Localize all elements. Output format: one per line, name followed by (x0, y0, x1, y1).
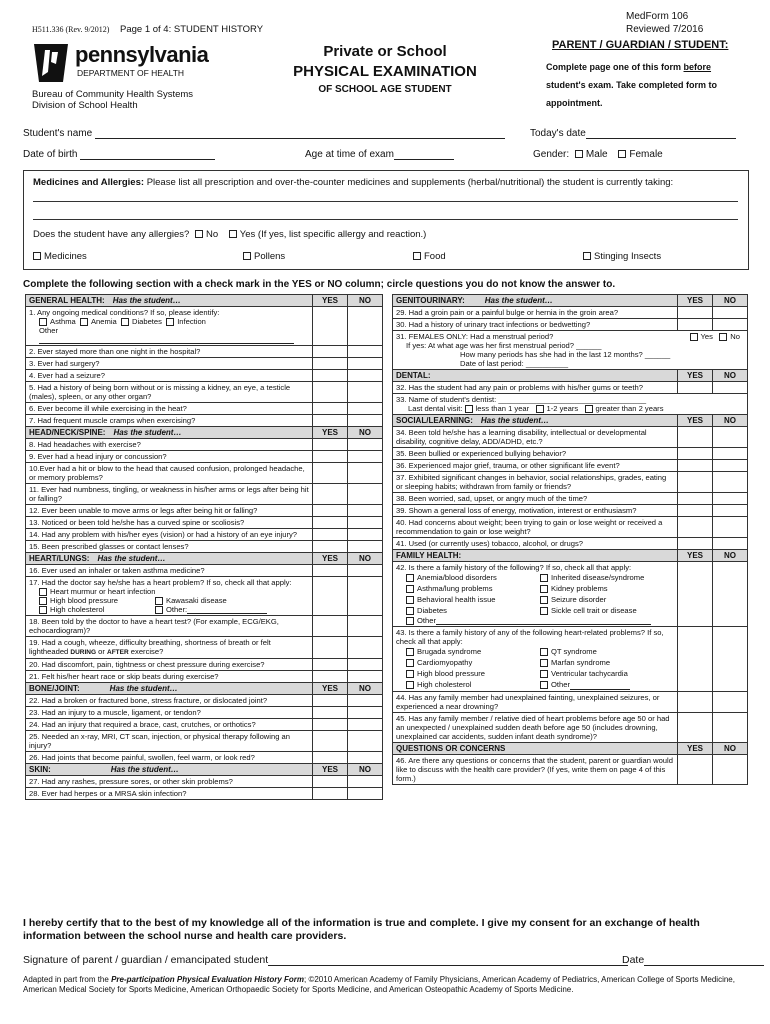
asthma-checkbox[interactable] (39, 318, 47, 326)
text-label: 38. Been worried, sad, upset, or angry much of the time? (393, 493, 678, 505)
text-label: NO (348, 553, 383, 565)
text-label: GENERAL HEALTH: (29, 296, 105, 305)
high-bp-checkbox[interactable] (39, 597, 47, 605)
vtach-checkbox[interactable] (540, 670, 548, 678)
question-row (393, 331, 748, 370)
heart-murmur-checkbox[interactable] (39, 588, 47, 596)
text-label: SKIN: (29, 765, 51, 774)
text-label: 40. Had concerns about weight; been trying to gain or lose weight or received a recommendation to gain or lose weight? (393, 517, 678, 538)
text-label: 2. Ever stayed more than one night in the hospital? (26, 346, 313, 358)
question-row (393, 472, 748, 493)
text-label: Male (585, 149, 608, 160)
text-label: Asthma/lung problems (417, 584, 493, 593)
high-bp-family-checkbox[interactable] (406, 670, 414, 678)
text-label: 35. Been bullied or experienced bullying behavior? (393, 448, 678, 460)
text-label: Other (39, 326, 58, 335)
text-label: Has the student… (480, 416, 549, 425)
text-label: GENITOURINARY: (396, 296, 465, 305)
text-label: exercise? (128, 647, 164, 656)
text-label: NO (713, 550, 748, 562)
question-row (393, 627, 748, 692)
text-label: 45. Has any family member / relative died of heart problems before age 50 or had an unexpected / unexplained sudden death before age 50 (includes drowning, unexplained car accidents, sudden infant death syndrome)? (393, 713, 678, 743)
text-label: 21. Felt his/her heart race or skip beats during exercise? (26, 671, 313, 683)
medicines-line-1[interactable] (33, 201, 738, 202)
dob-field[interactable] (23, 149, 215, 160)
dental-header: DENTAL: (393, 370, 678, 382)
allergy-yes-checkbox[interactable] (229, 230, 237, 238)
question-row (26, 752, 383, 764)
question-row (393, 505, 748, 517)
inherited-checkbox[interactable] (540, 574, 548, 582)
diabetes-checkbox[interactable] (121, 318, 129, 326)
text-label: Marfan syndrome (551, 658, 611, 667)
text-label: Yes (If yes, list specific allergy and reaction.) (239, 229, 427, 240)
text-label: 20. Had discomfort, pain, tightness or chest pressure during exercise? (26, 659, 313, 671)
text-label: How many periods has she had in the last 12 months? ______ (460, 350, 671, 359)
question-row (393, 460, 748, 472)
text-label: YES (313, 683, 348, 695)
text-label: Medicines and Allergies: (33, 177, 145, 188)
menstrual-no-checkbox[interactable] (719, 333, 727, 341)
text-label: Today's date (530, 128, 586, 139)
text-label: YES (313, 764, 348, 776)
text-label: Sickle cell trait or disease (551, 606, 637, 615)
page-label: Page 1 of 4: STUDENT HISTORY (120, 24, 264, 35)
question-row (393, 538, 748, 550)
department-name: DEPARTMENT OF HEALTH (77, 68, 185, 78)
heart-other-checkbox[interactable] (155, 606, 163, 614)
behavioral-checkbox[interactable] (406, 596, 414, 604)
text-label: No (205, 229, 219, 240)
question-row (26, 382, 383, 403)
text-label: Inherited disease/syndrome (551, 573, 645, 582)
question-row (26, 616, 383, 637)
text-label: 4. Ever had a seizure? (26, 370, 313, 382)
text-label: Other (417, 616, 436, 625)
text-label: 31. FEMALES ONLY: Had a menstrual period? (396, 332, 554, 341)
question-row (393, 448, 748, 460)
text-label: QT syndrome (551, 647, 597, 656)
text-label: 44. Has any family member had unexplained fainting, unexplained seizures, or experienced a near drowning? (393, 692, 678, 713)
medicines-line-2[interactable] (33, 219, 738, 220)
text-label: Has the student… (109, 684, 178, 693)
text-label: Medicines (44, 251, 87, 262)
kawasaki-checkbox[interactable] (155, 597, 163, 605)
text-label: Heart murmur or heart infection (50, 587, 156, 596)
text-label: Has the student… (484, 296, 553, 305)
question-row (393, 755, 748, 785)
question-row (26, 403, 383, 415)
logo-wordmark: pennsylvania (75, 42, 209, 67)
text-label: Last dental visit: (408, 404, 463, 413)
heart-family-other-checkbox[interactable] (540, 681, 548, 689)
kidney-checkbox[interactable] (540, 585, 548, 593)
parent-instructions (546, 58, 751, 112)
text-label: NO (348, 295, 383, 307)
bureau-name: Bureau of Community Health Systems (32, 89, 194, 100)
text-label: 16. Ever used an inhaler or taken asthma medicine? (26, 565, 313, 577)
text-label: Asthma (50, 317, 76, 326)
pa-keystone-logo (30, 42, 72, 84)
text-label: 15. Been prescribed glasses or contact lenses? (26, 541, 313, 553)
parent-title: PARENT / GUARDIAN / STUDENT: (552, 39, 729, 51)
yes-cell[interactable] (313, 307, 348, 346)
question-row (26, 719, 383, 731)
text-label: 36. Experienced major grief, trauma, or other significant life event? (393, 460, 678, 472)
text-label: 7. Had frequent muscle cramps when exercising? (26, 415, 313, 427)
text-label: 6. Ever become ill while exercising in the heat? (26, 403, 313, 415)
menstrual-yes-checkbox[interactable] (690, 333, 698, 341)
text-label: 39. Shown a general loss of energy, motivation, interest or enthusiasm? (393, 505, 678, 517)
text-label: Stinging Insects (594, 251, 662, 262)
text-label: 32. Has the student had any pain or problems with his/her gums or teeth? (393, 382, 678, 394)
text-label: less than 1 year (475, 404, 530, 413)
text-label: NO (713, 743, 748, 755)
text-label: Please list all prescription and over-the-counter medicines and supplements (herbal/nutritional) the student is currently taking: (146, 177, 674, 188)
section-instruction: Complete the following section with a check mark in the YES or NO column; circle questions you do not know the answer to. (23, 279, 616, 290)
marfan-checkbox[interactable] (540, 659, 548, 667)
text-label: Food (424, 251, 446, 262)
question-row (26, 776, 383, 788)
text-label: before (683, 62, 712, 72)
allergy-pollens-checkbox[interactable] (243, 252, 251, 260)
todays-date-field[interactable] (530, 128, 736, 139)
signature-field[interactable] (23, 954, 628, 966)
text-label: Date of birth (23, 149, 78, 160)
text-label: 12. Ever been unable to move arms or legs after being hit or falling? (26, 505, 313, 517)
text-label: 1-2 years (546, 404, 579, 413)
question-row (26, 788, 383, 800)
text-label: Adapted in part from the (23, 975, 112, 984)
text-label: YES (678, 415, 713, 427)
question-row (26, 505, 383, 517)
text-label: Has the student… (110, 765, 179, 774)
text-label: High blood pressure (417, 669, 485, 678)
question-row (26, 671, 383, 683)
question-row (393, 713, 748, 743)
text-label: No (730, 332, 740, 341)
head-neck-spine-header (26, 427, 313, 439)
question-row (26, 370, 383, 382)
question-row (26, 695, 383, 707)
division-name: Division of School Health (32, 100, 138, 111)
text-label: 30. Had a history of urinary tract infections or bedwetting? (393, 319, 678, 331)
text-label: SOCIAL/LEARNING: (396, 416, 473, 425)
text-label: Anemia/blood disorders (417, 573, 497, 582)
text-label: Kidney problems (551, 584, 608, 593)
text-label: 8. Had headaches with exercise? (26, 439, 313, 451)
question-row (393, 692, 748, 713)
text-label: NO (348, 764, 383, 776)
text-label: Yes (700, 332, 713, 341)
text-label: Date (622, 954, 645, 966)
text-label: Diabetes (417, 606, 447, 615)
right-question-table (392, 294, 748, 785)
text-label: 26. Had joints that become painful, swollen, feel warm, or look red? (26, 752, 313, 764)
question-row (393, 427, 748, 448)
text-label: Student's name (23, 128, 93, 139)
text-label: Other (551, 680, 570, 689)
text-label: 46. Are there any questions or concerns that the student, parent or guardian would like to discuss with the health care provider? (If yes, write them on page 4 of this form.) (393, 755, 678, 785)
medicines-allergies-box (23, 170, 749, 270)
question-row (393, 394, 748, 415)
text-label: HEAD/NECK/SPINE: (29, 428, 106, 437)
text-label: Brugada syndrome (417, 647, 482, 656)
text-label: 42. Is there a family history of the following? If so, check all that apply: (396, 563, 632, 572)
no-cell[interactable] (348, 307, 383, 346)
question-row (26, 565, 383, 577)
text-label: 14. Had any problem with his/her eyes (vision) or had a history of an eye injury? (26, 529, 313, 541)
text-label: Behavioral health issue (417, 595, 496, 604)
female-checkbox[interactable] (618, 150, 626, 158)
cholesterol-family-checkbox[interactable] (406, 681, 414, 689)
seizure-family-checkbox[interactable] (540, 596, 548, 604)
text-label: 22. Had a broken or fractured bone, stress fracture, or dislocated joint? (26, 695, 313, 707)
text-label: Age at time of exam (305, 149, 394, 160)
family-other-checkbox[interactable] (406, 617, 414, 625)
form-code: H511.336 (Rev. 9/2012) (32, 25, 110, 34)
asthma-family-checkbox[interactable] (406, 585, 414, 593)
text-label: greater than 2 years (595, 404, 664, 413)
age-field[interactable] (305, 149, 454, 160)
text-label: Kawasaki disease (166, 596, 227, 605)
question-row (26, 307, 383, 346)
question-row (26, 358, 383, 370)
text-label: 23. Had an injury to a muscle, ligament, or tendon? (26, 707, 313, 719)
medform-number: MedForm 106 (626, 11, 689, 22)
question-row (26, 577, 383, 616)
text-label: YES (313, 295, 348, 307)
text-label: Has the student… (113, 428, 182, 437)
text-label: YES (678, 743, 713, 755)
high-cholesterol-checkbox[interactable] (39, 606, 47, 614)
text-label: 19. Had a cough, wheeze, difficulty breathing, shortness of breath or felt lightheaded (29, 638, 271, 656)
reviewed-date: Reviewed 7/2016 (626, 24, 704, 35)
text-label: 17. Had the doctor say he/she has a heart problem? If so, check all that apply: (29, 578, 292, 587)
question-row (26, 415, 383, 427)
text-label: Gender: (533, 149, 570, 160)
question-row (26, 439, 383, 451)
anemia-checkbox[interactable] (80, 318, 88, 326)
text-label: NO (713, 415, 748, 427)
allergy-no-checkbox[interactable] (195, 230, 203, 238)
question-row (26, 463, 383, 484)
text-label: ; ©2010 American Academy of Family Physicians, American Academy of Pediatrics, American College of Sports Medicine, American Medical Society for Sports Medicine, American Orthopaedic Society for Sports Medicine, and American Osteopathic Academy of Sports Medicine. (23, 975, 735, 994)
general-health-header (26, 295, 313, 307)
questions-concerns-header: QUESTIONS OR CONCERNS (393, 743, 678, 755)
text-label: YES (313, 553, 348, 565)
text-label: 25. Needed an x-ray, MRI, CT scan, injection, or physical therapy following an injury? (26, 731, 313, 752)
text-label: Cardiomyopathy (417, 658, 473, 667)
allergy-insects-checkbox[interactable] (583, 252, 591, 260)
text-label: Has the student… (112, 296, 181, 305)
question-row (393, 319, 748, 331)
text-label: 41. Used (or currently uses) tobacco, alcohol, or drugs? (393, 538, 678, 550)
cardiomyopathy-checkbox[interactable] (406, 659, 414, 667)
text-label: Diabetes (131, 317, 162, 326)
text-label: Ventricular tachycardia (551, 669, 628, 678)
form-title-1: Private or School (323, 43, 447, 60)
text-label: 37. Exhibited significant changes in behavior, social relationships, grades, eating or sleeping habits; withdrawn from family or friends? (393, 472, 678, 493)
text-label: YES (678, 550, 713, 562)
brugada-checkbox[interactable] (406, 648, 414, 656)
question-row (26, 659, 383, 671)
text-label: Complete page one of this form (546, 62, 684, 72)
bone-joint-header (26, 683, 313, 695)
text-label: HEART/LUNGS: (29, 554, 90, 563)
text-label: YES (678, 295, 713, 307)
text-label: If yes: At what age was her first menstrual period? ______ (406, 341, 602, 350)
question-row (26, 517, 383, 529)
qt-checkbox[interactable] (540, 648, 548, 656)
question-row (26, 707, 383, 719)
dental-lt1-checkbox[interactable] (465, 405, 473, 413)
question-row (26, 637, 383, 659)
social-learning-header (393, 415, 678, 427)
footer-attribution (23, 975, 753, 995)
dental-1to2-checkbox[interactable] (536, 405, 544, 413)
text-label: NO (348, 683, 383, 695)
question-row (393, 517, 748, 538)
text-label: 5. Had a history of being born without or is missing a kidney, an eye, a testicle (males), spleen, or any other organ? (26, 382, 313, 403)
text-label: 9. Ever had a head injury or concussion? (26, 451, 313, 463)
text-label: Does the student have any allergies? (33, 229, 190, 240)
question-row (26, 541, 383, 553)
text-label: AFTER (107, 649, 129, 656)
text-label: High cholesterol (417, 680, 472, 689)
text-label: Female (629, 149, 663, 160)
form-title-3: OF SCHOOL AGE STUDENT (318, 84, 452, 95)
text-label: High cholesterol (50, 605, 105, 614)
text-label: Pre-participation Physical Evaluation History Form (111, 975, 304, 984)
text-label: 13. Noticed or been told he/she has a curved spine or scoliosis? (26, 517, 313, 529)
text-label: student's exam. Take completed form to appointment. (546, 80, 718, 108)
text-label: YES (313, 427, 348, 439)
text-label: 10.Ever had a hit or blow to the head that caused confusion, prolonged headache, or memory problems? (26, 463, 313, 484)
genitourinary-header (393, 295, 678, 307)
text-label: DURING (70, 649, 97, 656)
text-label: YES (678, 370, 713, 382)
diabetes-family-checkbox[interactable] (406, 607, 414, 615)
text-label: 18. Been told by the doctor to have a heart test? (For example, ECG/EKG, echocardiogram)? (26, 616, 313, 637)
question-row (393, 493, 748, 505)
certification-statement: I hereby certify that to the best of my knowledge all of the information is true and complete. I give my consent for an exchange of health information between the school nurse and health care providers. (23, 917, 700, 942)
text-label: 1. Any ongoing medical conditions? If so, please identify: (29, 308, 220, 317)
family-health-header: FAMILY HEALTH: (393, 550, 678, 562)
text-label: NO (713, 370, 748, 382)
question-row (26, 529, 383, 541)
text-label: Has the student… (97, 554, 166, 563)
text-label: Other: (166, 605, 188, 614)
question-row (26, 484, 383, 505)
question-row (393, 562, 748, 627)
text-label: BONE/JOINT: (29, 684, 80, 693)
text-label: Date of last period: __________ (460, 359, 569, 368)
text-label: 3. Ever had surgery? (26, 358, 313, 370)
date-field[interactable] (622, 954, 764, 966)
text-label: NO (348, 427, 383, 439)
text-label: or (96, 647, 108, 656)
text-label: 24. Had an injury that required a brace, cast, crutches, or orthotics? (26, 719, 313, 731)
text-label: 34. Been told he/she has a learning disability, intellectual or developmental disability, cognitive delay, ADD/ADHD, etc.? (393, 427, 678, 448)
text-label: 11. Ever had numbness, tingling, or weakness in his/her arms or legs after being hit or falling? (26, 484, 313, 505)
question-row (393, 382, 748, 394)
question-row (26, 346, 383, 358)
heart-lungs-header (26, 553, 313, 565)
text-label: Infection (177, 317, 206, 326)
text-label: Signature of parent / guardian / emancipated student (23, 954, 269, 966)
sickle-cell-checkbox[interactable] (540, 607, 548, 615)
left-question-table (25, 294, 383, 800)
allergy-food-checkbox[interactable] (413, 252, 421, 260)
text-label: 43. Is there a family history of any of the following heart-related problems? If so, check all that apply: (396, 628, 664, 646)
dental-gt2-checkbox[interactable] (585, 405, 593, 413)
student-name-field[interactable] (23, 128, 505, 139)
male-checkbox[interactable] (575, 150, 583, 158)
question-row (26, 731, 383, 752)
infection-checkbox[interactable] (166, 318, 174, 326)
gender-field (533, 149, 663, 160)
skin-header (26, 764, 313, 776)
allergy-medicines-checkbox[interactable] (33, 252, 41, 260)
question-row (26, 451, 383, 463)
anemia-family-checkbox[interactable] (406, 574, 414, 582)
form-title-2: PHYSICAL EXAMINATION (293, 63, 477, 80)
text-label: 28. Ever had herpes or a MRSA skin infection? (26, 788, 313, 800)
text-label: 33. Name of student's dentist: ___________________________________ (396, 395, 647, 404)
text-label: NO (713, 295, 748, 307)
question-row (393, 307, 748, 319)
text-label: Seizure disorder (551, 595, 607, 604)
text-label: Pollens (254, 251, 286, 262)
text-label: Anemia (90, 317, 117, 326)
text-label: 27. Had any rashes, pressure sores, or other skin problems? (26, 776, 313, 788)
text-label: 29. Had a groin pain or a painful bulge or hernia in the groin area? (393, 307, 678, 319)
text-label: High blood pressure (50, 596, 118, 605)
